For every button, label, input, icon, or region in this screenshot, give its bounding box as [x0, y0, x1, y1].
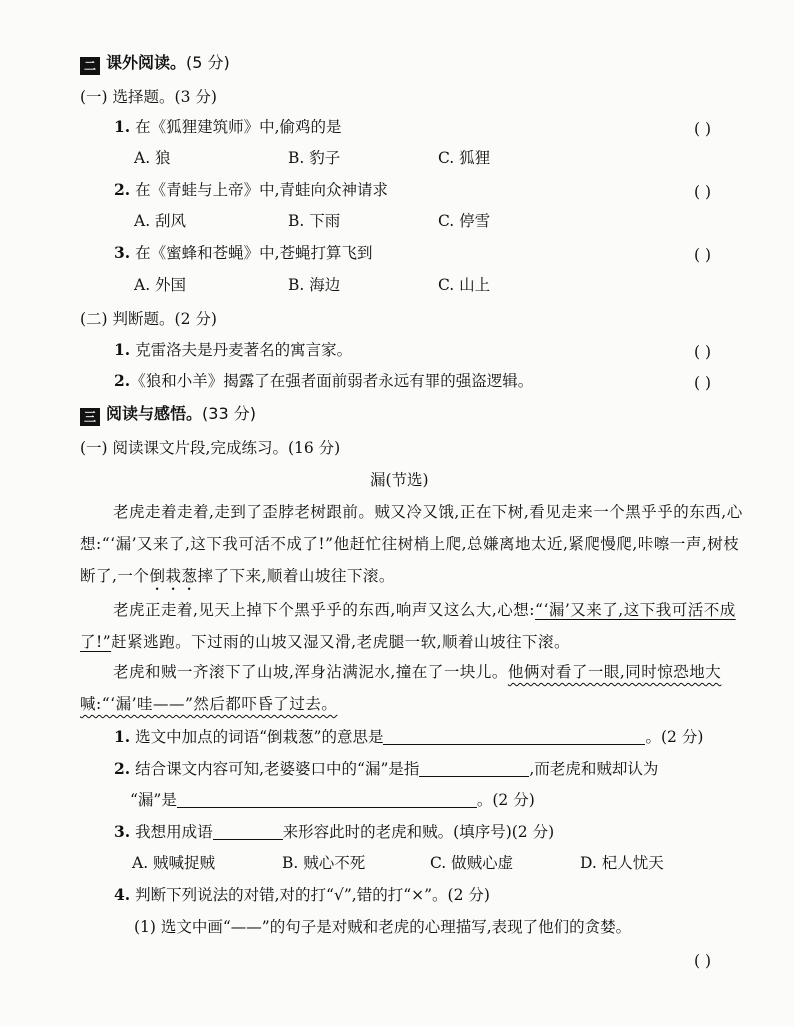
option-c1-c[interactable]: C. 狐狸 [438, 149, 491, 167]
section-3-score: (33 分) [202, 404, 256, 423]
section-3-badge: 三 [80, 408, 100, 426]
section-2-header [80, 52, 230, 75]
answer-bracket-c1[interactable]: ( ) [694, 120, 712, 138]
passage-question-4-sub-1: (1) 选文中画“——”的句子是对贼和老虎的心理描写,表现了他们的贪婪。 [134, 918, 632, 936]
answer-blank-q2b[interactable] [177, 791, 477, 808]
option-c3-a[interactable]: A. 外国 [134, 276, 187, 294]
judge-question-1: 1. 克雷洛夫是丹麦著名的寓言家。 [114, 340, 353, 359]
answer-bracket-c3[interactable]: ( ) [694, 246, 712, 264]
part-2-title: (二) 判断题。(2 分) [80, 310, 217, 328]
option-q3-d[interactable]: D. 杞人忧天 [580, 854, 664, 872]
answer-bracket-j1[interactable]: ( ) [694, 343, 712, 361]
section-2-badge: 二 [80, 57, 100, 75]
section-3-header [80, 403, 256, 426]
passage-paragraph-2: 老虎正走着,见天上掉下个黑乎乎的东西,响声又这么大,心想:“‘漏’又来了,这下我可活不成了!”赶紧逃跑。下过雨的山坡又湿又滑,老虎腿一软,顺着山坡往下滚。 [80, 601, 736, 651]
passage-question-1: 1. 选文中加点的词语“倒栽葱”的意思是 。(2 分) [114, 727, 704, 746]
answer-blank-q3[interactable] [213, 823, 283, 840]
passage-question-4: 4. 判断下列说法的对错,对的打“√”,错的打“×”。(2 分) [114, 885, 490, 904]
option-c1-b[interactable]: B. 豹子 [288, 149, 341, 167]
section-2-title: 课外阅读。 [106, 53, 187, 72]
passage-paragraph-3: 老虎和贼一齐滚下了山坡,浑身沾满泥水,撞在了一块儿。他俩对看了一眼,同时惊恐地大喊:“‘漏’哇——”然后都吓昏了过去。 [80, 663, 722, 713]
choice-question-3: 3. 在《蜜蜂和苍蝇》中,苍蝇打算飞到 [114, 243, 373, 262]
option-c1-a[interactable]: A. 狼 [134, 149, 171, 167]
choice-question-1: 1. 在《狐狸建筑师》中,偷鸡的是 [114, 117, 342, 136]
passage-question-3: 3. 我想用成语 来形容此时的老虎和贼。(填序号)(2 分) [114, 822, 555, 841]
answer-bracket-c2[interactable]: ( ) [694, 183, 712, 201]
section-3-part-1-title: (一) 阅读课文片段,完成练习。(16 分) [80, 439, 341, 457]
passage-question-2: 2. 结合课文内容可知,老婆婆口中的“漏”是指 ,而老虎和贼却认为 [114, 759, 659, 778]
wavy-underlined-sentence: 他俩对看了一眼,同时惊恐地大喊:“‘漏’哇——”然后都吓昏了过去。 [80, 663, 722, 713]
answer-bracket-q4-1[interactable]: ( ) [694, 952, 712, 970]
section-3-title: 阅读与感悟。 [106, 404, 203, 423]
passage-question-2-cont: “漏”是 。(2 分) [130, 791, 535, 809]
passage-paragraph-1: 老虎走着走着,走到了歪脖老树跟前。贼又冷又饿,正在下树,看见走来一个黑乎乎的东西,心想:“‘漏’又来了,这下我可活不成了!”他赶忙往树梢上爬,总嫌离地太近,紧爬慢爬,咔嚓一声,树枝断了,一个倒栽葱摔了下来,顺着山坡往下滚。 [80, 503, 743, 585]
option-c3-c[interactable]: C. 山上 [438, 276, 491, 294]
answer-blank-q1[interactable] [383, 728, 645, 745]
dotted-word: 倒栽葱 [149, 567, 198, 585]
option-c2-a[interactable]: A. 刮风 [134, 212, 187, 230]
option-c3-b[interactable]: B. 海边 [288, 276, 341, 294]
option-q3-b[interactable]: B. 贼心不死 [282, 854, 366, 872]
option-c2-c[interactable]: C. 停雪 [438, 212, 491, 230]
option-c2-b[interactable]: B. 下雨 [288, 212, 341, 230]
answer-bracket-j2[interactable]: ( ) [694, 374, 712, 392]
choice-question-2: 2. 在《青蛙与上帝》中,青蛙向众神请求 [114, 180, 389, 199]
option-q3-a[interactable]: A. 贼喊捉贼 [132, 854, 216, 872]
option-q3-c[interactable]: C. 做贼心虚 [430, 854, 514, 872]
part-1-title: (一) 选择题。(3 分) [80, 88, 217, 106]
passage-title: 漏(节选) [370, 471, 429, 489]
judge-question-2: 2.《狼和小羊》揭露了在强者面前弱者永远有罪的强盗逻辑。 [114, 371, 534, 390]
section-2-score: (5 分) [186, 53, 230, 72]
underlined-sentence: “‘漏’又来了,这下我可活不成了!” [80, 601, 736, 651]
answer-blank-q2a[interactable] [419, 760, 529, 777]
